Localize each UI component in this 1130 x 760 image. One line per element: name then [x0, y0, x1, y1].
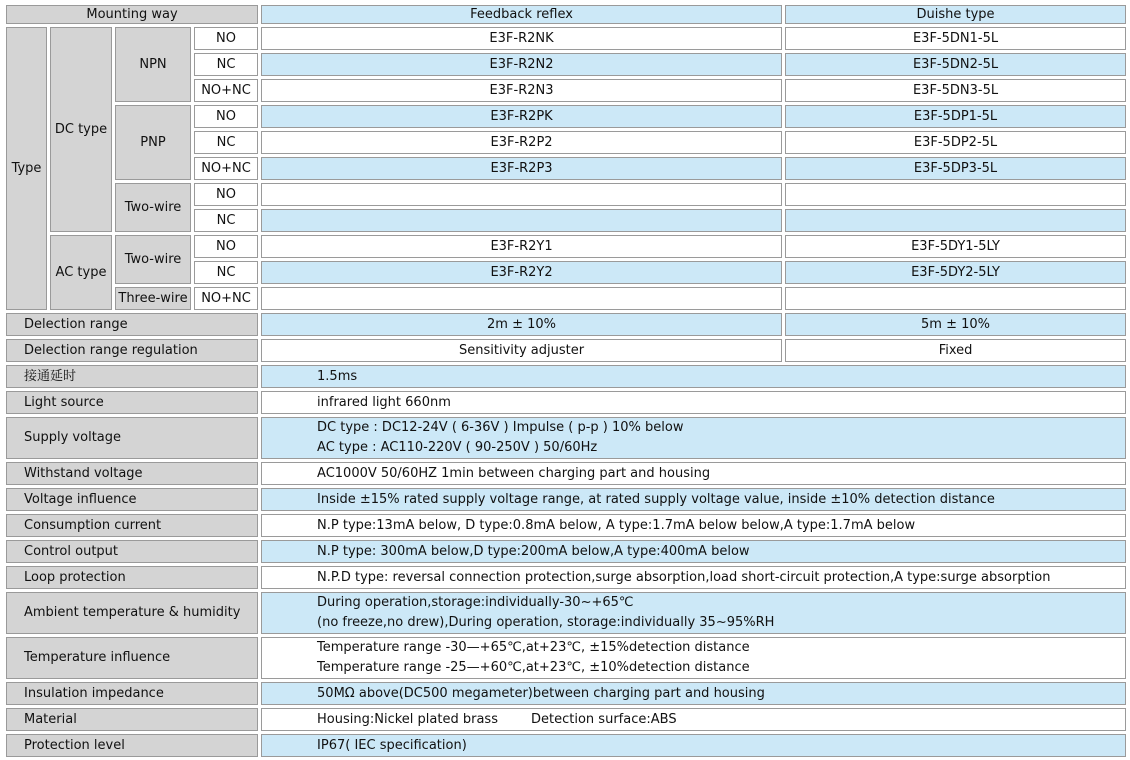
spec-label: Withstand voltage	[6, 462, 258, 485]
contact-cell: NO	[194, 183, 258, 206]
feedback-model	[261, 209, 782, 232]
spec-value-line: Temperature range -25—+60℃,at+23℃, ±10%detection distance	[317, 660, 750, 675]
type-label: Type	[6, 27, 47, 310]
contact-cell: NO+NC	[194, 157, 258, 180]
table-row	[6, 417, 1126, 459]
feedback-model: E3F-R2P3	[261, 157, 782, 180]
spec-value: infrared light 660nm	[261, 391, 1126, 414]
ac-two-wire-label: Two-wire	[115, 235, 191, 284]
spec-value	[261, 637, 1126, 679]
table-row	[6, 540, 1126, 563]
feedback-model: E3F-R2P2	[261, 131, 782, 154]
feedback-model	[261, 287, 782, 310]
table-row	[6, 105, 1126, 128]
table-row	[6, 682, 1126, 705]
duishe-model: E3F-5DN3-5L	[785, 79, 1126, 102]
three-wire-label: Three-wire	[115, 287, 191, 310]
duishe-model: E3F-5DY1-5LY	[785, 235, 1126, 258]
table-row	[6, 708, 1126, 731]
feedback-model: E3F-R2PK	[261, 105, 782, 128]
spec-value: N.P.D type: reversal connection protection,surge absorption,load short-circuit protection,A type:surge absorption	[261, 566, 1126, 589]
spec-value-line: Temperature range -30—+65℃,at+23℃, ±15%detection distance	[317, 640, 750, 655]
contact-cell: NO	[194, 27, 258, 50]
table-row	[6, 391, 1126, 414]
duishe-model	[785, 183, 1126, 206]
contact-cell: NC	[194, 261, 258, 284]
spec-value-line: During operation,storage:individually-30~+65℃	[317, 595, 634, 610]
contact-cell: NC	[194, 209, 258, 232]
npn-label: NPN	[115, 27, 191, 102]
spec-value-line: (no freeze,no drew),During operation, storage:individually 35~95%RH	[317, 615, 775, 630]
spec-label: Material	[6, 708, 258, 731]
spec-value: N.P type:13mA below, D type:0.8mA below, A type:1.7mA below below,A type:1.7mA below	[261, 514, 1126, 537]
pnp-label: PNP	[115, 105, 191, 180]
spec-label: Supply voltage	[6, 417, 258, 459]
table-row	[6, 287, 1126, 310]
detection-regulation-feedback: Sensitivity adjuster	[261, 339, 782, 362]
table-row	[6, 488, 1126, 511]
table-row	[6, 462, 1126, 485]
detection-regulation-duishe: Fixed	[785, 339, 1126, 362]
dc-type-label: DC type	[50, 27, 112, 232]
contact-cell: NC	[194, 53, 258, 76]
spec-label: Delection range	[6, 313, 258, 336]
duishe-type-header: Duishe type	[785, 5, 1126, 24]
feedback-model: E3F-R2N2	[261, 53, 782, 76]
contact-cell: NO	[194, 105, 258, 128]
spec-label: Light source	[6, 391, 258, 414]
table-row	[6, 637, 1126, 679]
detection-range-duishe: 5m ± 10%	[785, 313, 1126, 336]
contact-cell: NC	[194, 131, 258, 154]
feedback-reflex-header: Feedback reflex	[261, 5, 782, 24]
table-row	[6, 235, 1126, 258]
spec-value: Inside ±15% rated supply voltage range, at rated supply voltage value, inside ±10% detection distance	[261, 488, 1126, 511]
spec-value: 1.5ms	[261, 365, 1126, 388]
header-row	[6, 5, 1126, 24]
ac-type-label: AC type	[50, 235, 112, 310]
duishe-model: E3F-5DP3-5L	[785, 157, 1126, 180]
table-row	[6, 183, 1126, 206]
spec-label: Control output	[6, 540, 258, 563]
spec-label: Temperature influence	[6, 637, 258, 679]
spec-label: Delection range regulation	[6, 339, 258, 362]
spec-label: Voltage influence	[6, 488, 258, 511]
spec-value	[261, 592, 1126, 634]
contact-cell: NO+NC	[194, 79, 258, 102]
spec-value: N.P type: 300mA below,D type:200mA below,A type:400mA below	[261, 540, 1126, 563]
feedback-model: E3F-R2N3	[261, 79, 782, 102]
feedback-model	[261, 183, 782, 206]
duishe-model: E3F-5DP1-5L	[785, 105, 1126, 128]
spec-label: Protection level	[6, 734, 258, 757]
duishe-model: E3F-5DP2-5L	[785, 131, 1126, 154]
spec-label: Loop protection	[6, 566, 258, 589]
duishe-model: E3F-5DN1-5L	[785, 27, 1126, 50]
spec-value: IP67( IEC specification)	[261, 734, 1126, 757]
spec-value	[261, 417, 1126, 459]
contact-cell: NO	[194, 235, 258, 258]
feedback-model: E3F-R2Y1	[261, 235, 782, 258]
spec-label: Consumption current	[6, 514, 258, 537]
duishe-model	[785, 287, 1126, 310]
spec-value-line: AC type : AC110-220V ( 90-250V ) 50/60Hz	[317, 440, 598, 455]
table-row	[6, 365, 1126, 388]
table-row	[6, 592, 1126, 634]
spec-label: Ambient temperature & humidity	[6, 592, 258, 634]
table-row	[6, 313, 1126, 336]
dc-two-wire-label: Two-wire	[115, 183, 191, 232]
table-row	[6, 339, 1126, 362]
spec-value: Housing:Nickel plated brass Detection surface:ABS	[261, 708, 1126, 731]
duishe-model: E3F-5DN2-5L	[785, 53, 1126, 76]
spec-value: AC1000V 50/60HZ 1min between charging part and housing	[261, 462, 1126, 485]
duishe-model	[785, 209, 1126, 232]
contact-cell: NO+NC	[194, 287, 258, 310]
table-row	[6, 27, 1126, 50]
mounting-way-header: Mounting way	[6, 5, 258, 24]
feedback-model: E3F-R2Y2	[261, 261, 782, 284]
spec-table	[3, 2, 1129, 760]
feedback-model: E3F-R2NK	[261, 27, 782, 50]
spec-label: Insulation impedance	[6, 682, 258, 705]
spec-label: 接通延时	[6, 365, 258, 388]
spec-value-line: DC type : DC12-24V ( 6-36V ) Impulse ( p-p ) 10% below	[317, 420, 684, 435]
detection-range-feedback: 2m ± 10%	[261, 313, 782, 336]
duishe-model: E3F-5DY2-5LY	[785, 261, 1126, 284]
table-row	[6, 514, 1126, 537]
spec-value: 50MΩ above(DC500 megameter)between charging part and housing	[261, 682, 1126, 705]
table-row	[6, 566, 1126, 589]
